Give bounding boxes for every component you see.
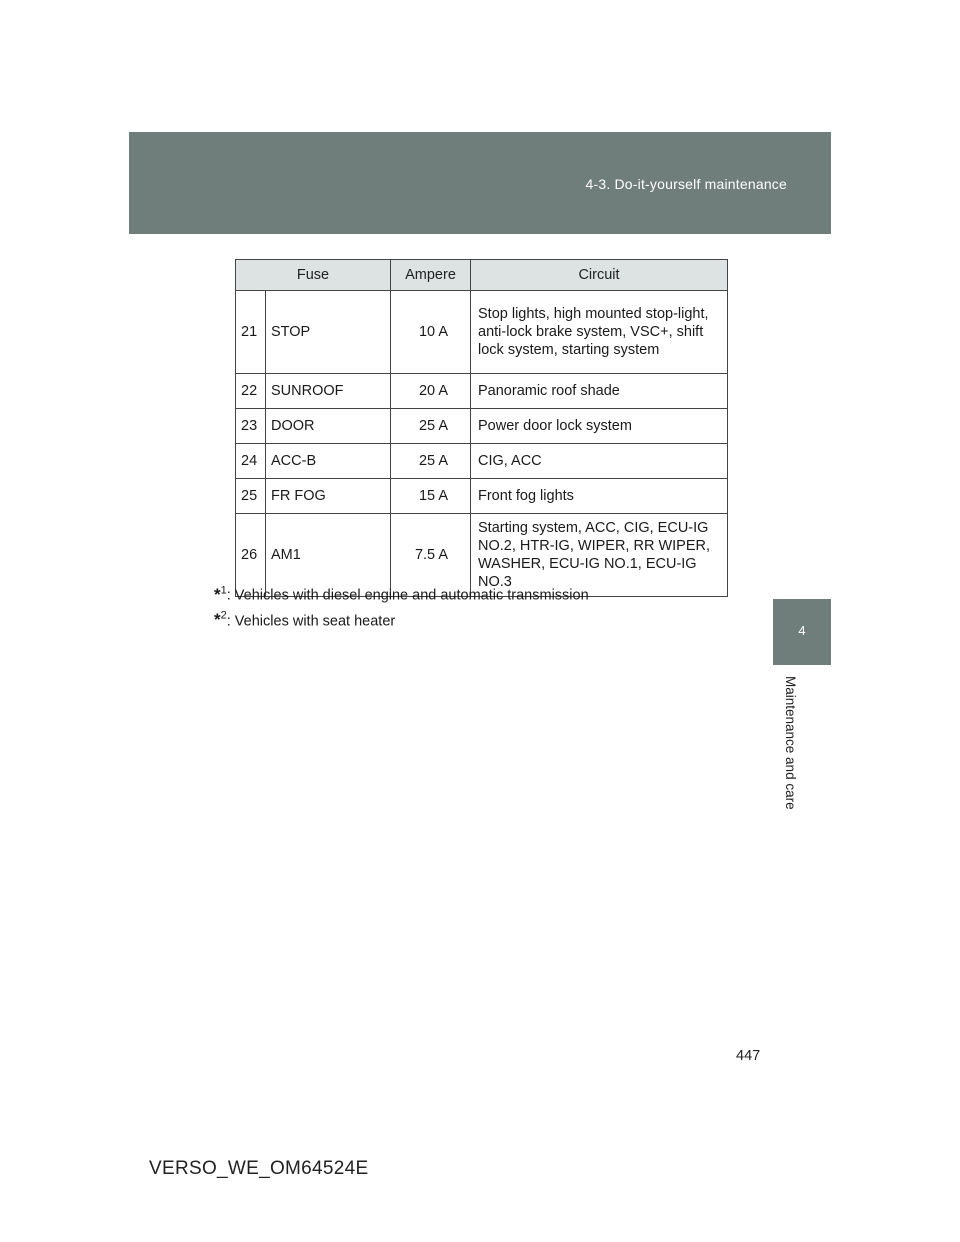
fuse-circuit: CIG, ACC	[471, 444, 728, 479]
fuse-ampere: 25 A	[391, 409, 471, 444]
table-header-row	[236, 260, 728, 291]
fuse-ampere: 20 A	[391, 374, 471, 409]
section-title: 4-3. Do-it-yourself maintenance	[585, 176, 787, 192]
footnotes	[214, 580, 589, 631]
fuse-ampere: 7.5 A	[391, 514, 471, 597]
fuse-table	[235, 259, 728, 597]
fuse-number: 24	[236, 444, 266, 479]
chapter-tab	[773, 599, 831, 665]
table-row	[236, 374, 728, 409]
table-row	[236, 291, 728, 374]
fuse-circuit: Power door lock system	[471, 409, 728, 444]
fuse-number: 23	[236, 409, 266, 444]
fuse-name: ACC-B	[266, 444, 391, 479]
footnote-mark: *$^1$	[214, 584, 227, 604]
fuse-name: STOP	[266, 291, 391, 374]
fuse-ampere: 25 A	[391, 444, 471, 479]
fuse-circuit: Front fog lights	[471, 479, 728, 514]
header-fuse: Fuse	[236, 260, 391, 291]
footnote	[214, 606, 589, 632]
footnote	[214, 580, 589, 606]
fuse-name: FR FOG	[266, 479, 391, 514]
fuse-circuit: Stop lights, high mounted stop-light, anti-lock brake system, VSC+, shift lock system, starting system	[471, 291, 728, 374]
fuse-name: DOOR	[266, 409, 391, 444]
fuse-number: 22	[236, 374, 266, 409]
header-ampere: Ampere	[391, 260, 471, 291]
fuse-name: SUNROOF	[266, 374, 391, 409]
footnote-text: : Vehicles with diesel engine and automatic transmission	[226, 587, 589, 604]
fuse-circuit: Panoramic roof shade	[471, 374, 728, 409]
document-code: VERSO_WE_OM64524E	[149, 1158, 369, 1179]
chapter-number: 4	[798, 623, 806, 638]
page-number: 447	[736, 1048, 761, 1064]
footnote-number: 1	[220, 584, 227, 596]
fuse-circuit: Starting system, ACC, CIG, ECU-IG NO.2, HTR-IG, WIPER, RR WIPER, WASHER, ECU-IG NO.1, ECU-IG NO.3	[471, 514, 728, 597]
footnote-text: : Vehicles with seat heater	[226, 613, 396, 630]
fuse-ampere: 15 A	[391, 479, 471, 514]
fuse-name: AM1	[266, 514, 391, 597]
fuse-number: 25	[236, 479, 266, 514]
footnote-mark: *$^2$	[214, 609, 227, 630]
chapter-label: Maintenance and care	[783, 676, 798, 810]
table-row	[236, 409, 728, 444]
fuse-ampere: 10 A	[391, 291, 471, 374]
fuse-number: 26	[236, 514, 266, 597]
header-circuit: Circuit	[471, 260, 728, 291]
table-row	[236, 479, 728, 514]
header-band	[129, 132, 831, 234]
footnote-number: 2	[220, 609, 227, 622]
table-row	[236, 444, 728, 479]
fuse-number: 21	[236, 291, 266, 374]
